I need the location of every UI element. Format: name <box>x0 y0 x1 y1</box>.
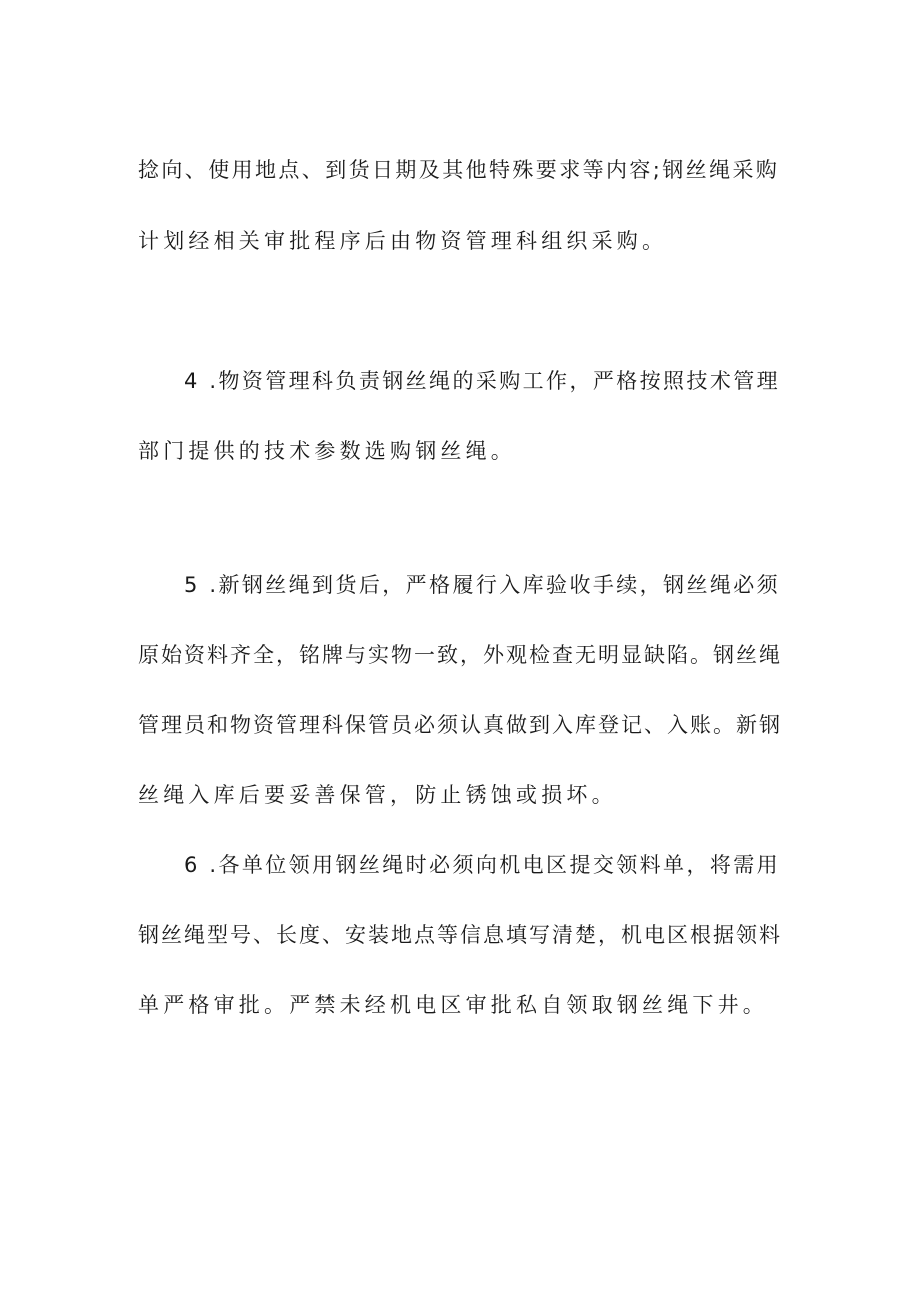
paragraph-5-line-2: 原始资料齐全，铭牌与实物一致，外观检查无明显缺陷。钢丝绳 <box>138 643 782 667</box>
paragraph-4-line-1 <box>184 366 780 396</box>
paragraph-6-line-1-text: .各单位领用钢丝绳时必须向机电区提交领料单，将需用 <box>209 853 781 877</box>
item-number-4: 4 <box>184 369 198 393</box>
paragraph-6-line-2: 钢丝绳型号、长度、安装地点等信息填写清楚，机电区根据领料 <box>138 923 782 947</box>
paragraph-5-line-3: 管理员和物资管理科保管员必须认真做到入库登记、入账。新钢 <box>138 713 782 737</box>
paragraph-5-line-1-text: .新钢丝绳到货后，严格履行入库验收手续，钢丝绳必须 <box>209 573 781 597</box>
paragraph-3-line-2: 计划经相关审批程序后由物资管理科组织采购。 <box>138 229 668 253</box>
paragraph-5-line-4: 丝绳入库后要妥善保管，防止锈蚀或损坏。 <box>138 783 617 807</box>
paragraph-6-line-3: 单严格审批。严禁未经机电区审批私自领取钢丝绳下井。 <box>138 993 768 1017</box>
paragraph-4-line-2: 部门提供的技术参数选购钢丝绳。 <box>138 439 516 463</box>
paragraph-3-line-1: 捻向、使用地点、到货日期及其他特殊要求等内容;钢丝绳采购 <box>138 158 780 182</box>
item-number-6: 6 <box>184 853 198 877</box>
paragraph-6-line-1 <box>184 850 780 880</box>
paragraph-4-line-1-text: .物资管理科负责钢丝绳的采购工作，严格按照技术管理 <box>209 369 781 393</box>
paragraph-5-line-1 <box>184 570 780 600</box>
item-number-5: 5 <box>184 573 198 597</box>
